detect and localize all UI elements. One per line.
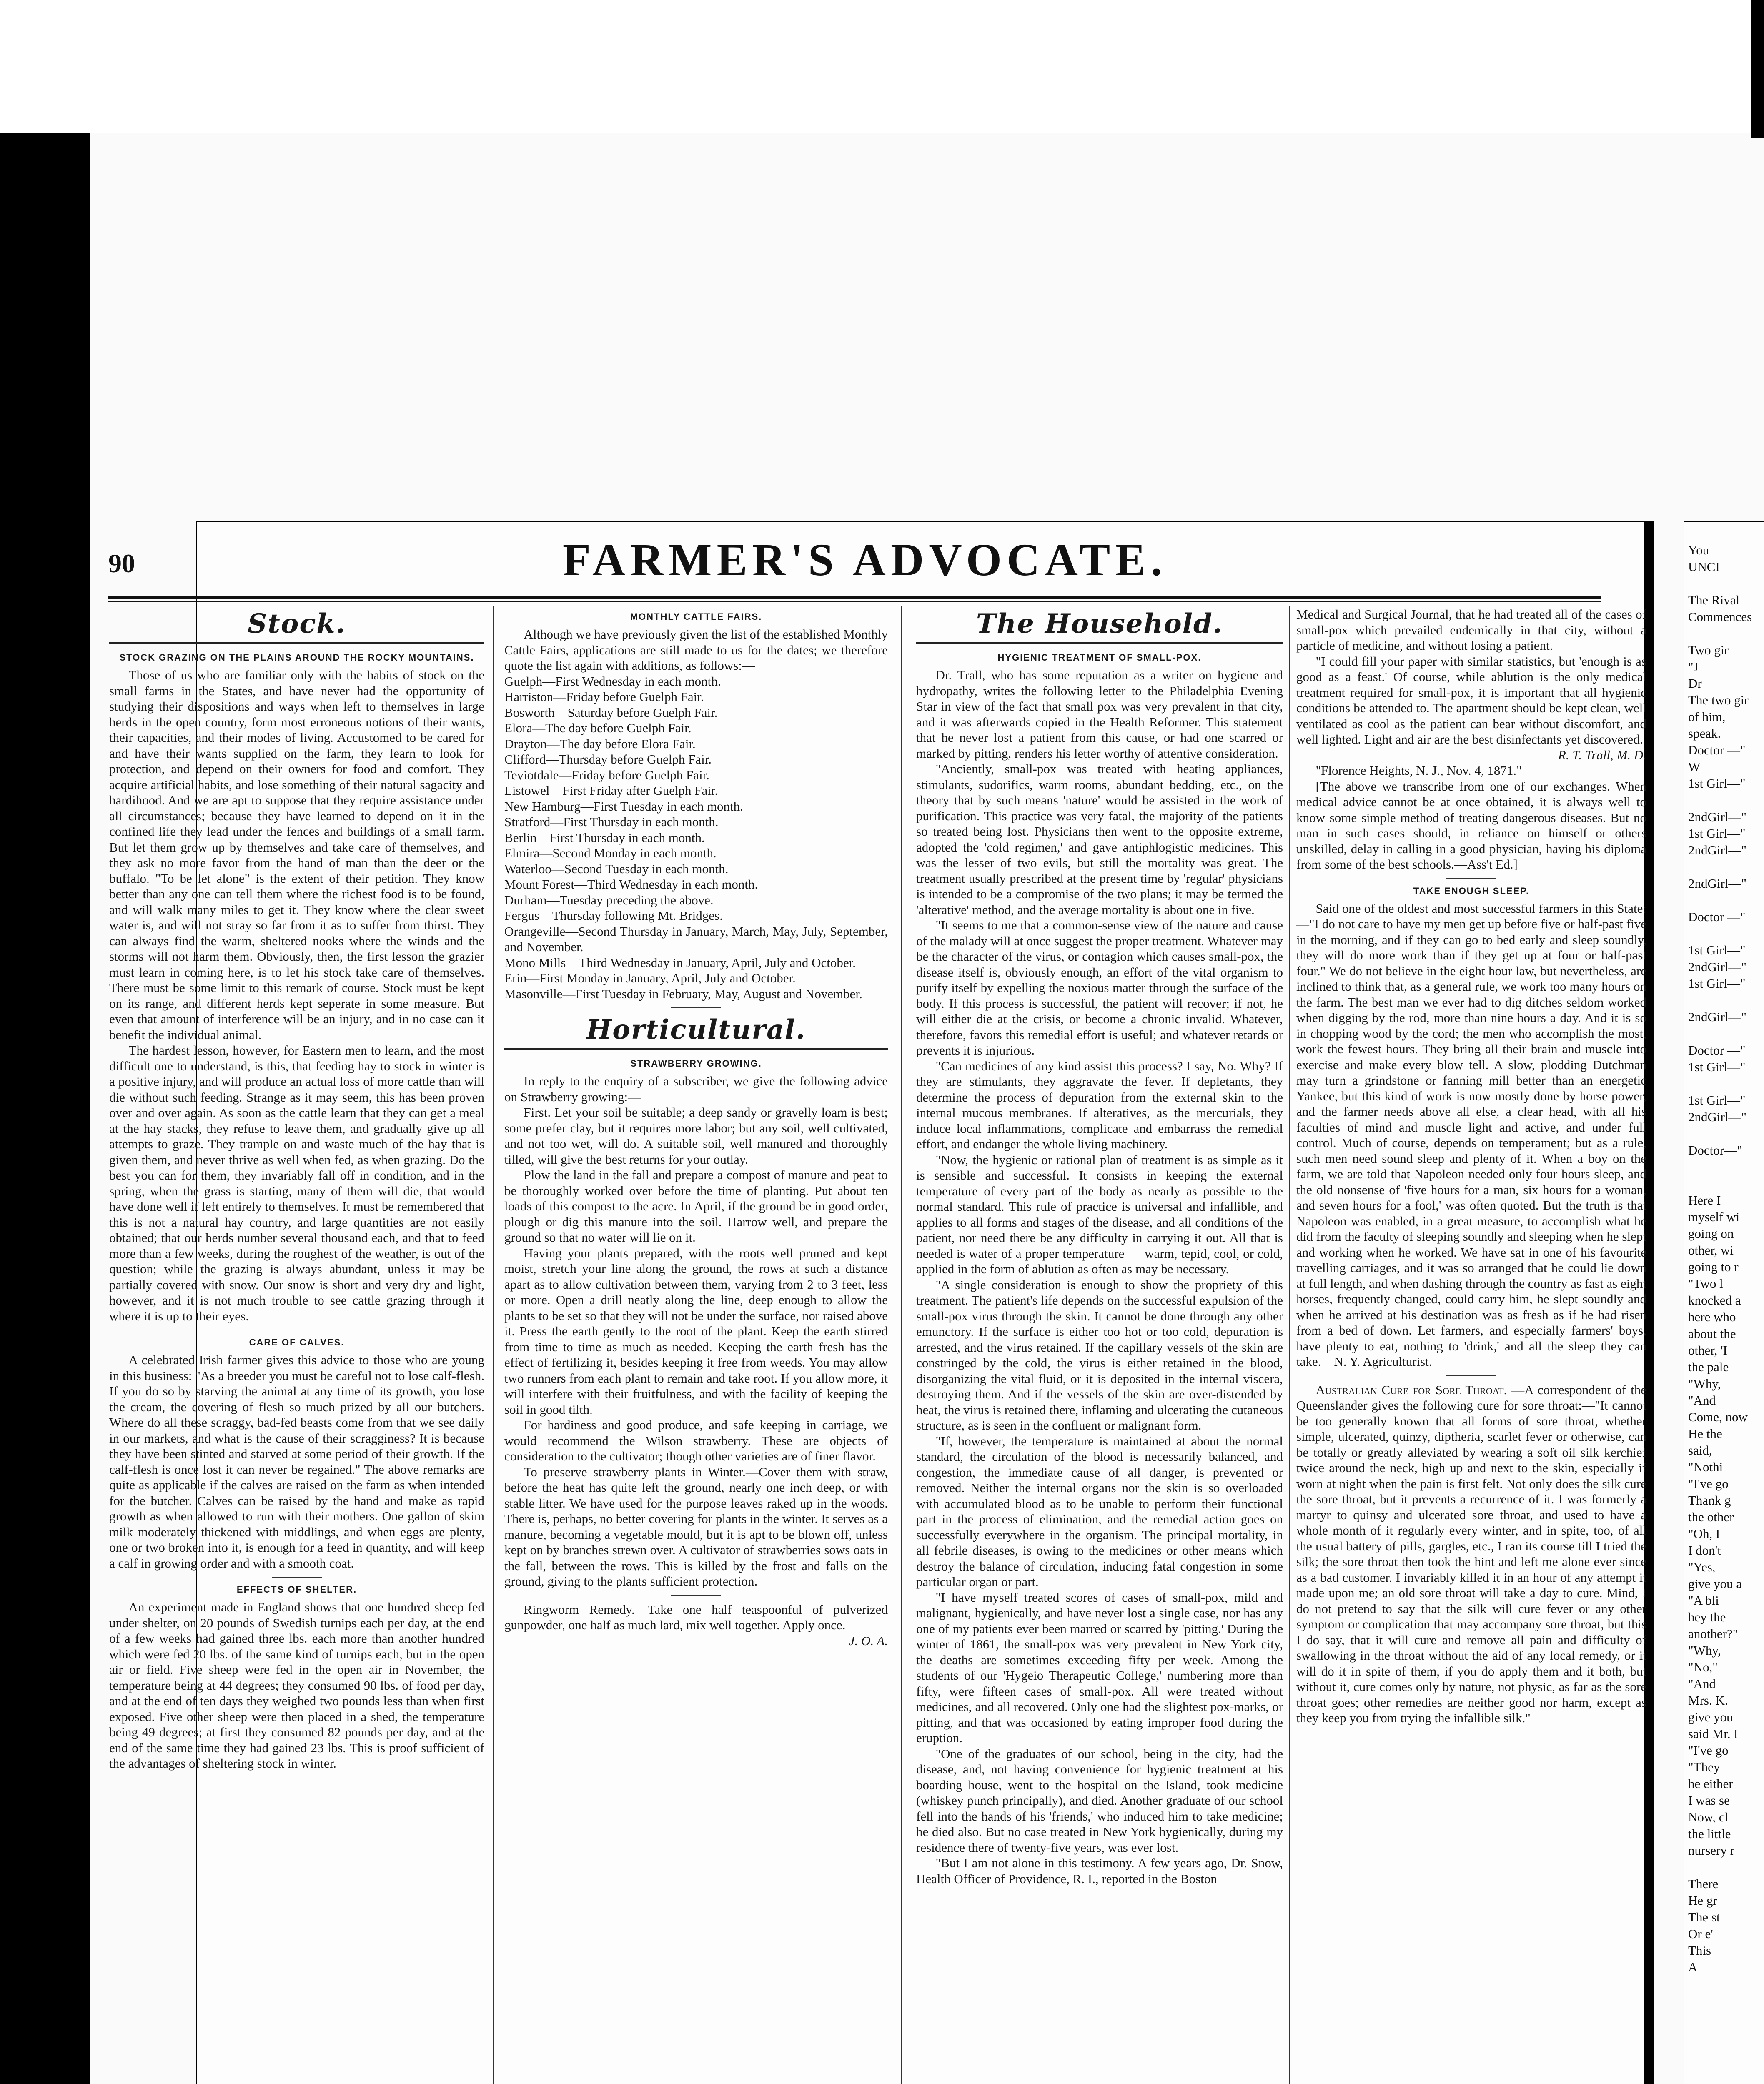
fair-entry: Waterloo—Second Tuesday in each month. [504, 861, 729, 876]
facing-page-fragment: he either [1688, 1776, 1733, 1791]
fair-entry: Orangeville—Second Thursday in January, March, May, July, September, and November. [504, 924, 888, 954]
article-paragraph: "Can medicines of any kind assist this process? I say, No. Why? If they are stimulants, they aggravate the fever. If depletants, they determine the process of depuration from the external skin to the internal mucous membranes. If alteratives, as the mercurials, they induce local inflammations, complicate and embarrass the remedial effort, and endanger the whole living machinery. [916, 1058, 1283, 1151]
facing-page-fragment: "A bli [1688, 1593, 1719, 1608]
article-body-inline: —A correspondent of the Queenslander gives the following cure for sore throat:—"It cannot be too generally known that all forms of sore throat, whether simple, ulcerated, quinzy, diptheria, scarlet fever or otherwise, can be totally or greatly alleviated by wearing a soft oil silk kerchief twice around the neck, high up and next to the skin, especially if worn at night when the pain is first felt. Not only does the silk cure the sore throat, but it prevents a recurrence of it. I was formerly a martyr to quinsy and ulcerated sore throat, and used to have a whole month of it regularly every winter, and in spite, too, of all the usual battery of pills, gargles, etc., I ran its course till I tried the silk; the sore throat then took the hint and left me alone ever since as a bad customer. I invariably killed it in an hour of any attempt it made upon me; an old sore throat will take a day to cure. Mind, I do not pretend to say that the silk will cure fever or any other symptom or complication that may accompany sore throat, but this I do say, that it will cure and remove all pain and difficulty of swallowing in the throat without the aid of any local remedy, or it will do it in spite of them, if you do apply them and it both, but without it, cure comes only by nature, not physic, as far as the sore throat goes; other remedies are neither good nor harm, except as they keep you from trying the infallible silk." [1296, 1382, 1646, 1725]
facing-page-fragment [1688, 925, 1764, 942]
section-title-stock: Stock. [247, 608, 346, 639]
article-title: EFFECTS OF SHELTER. [236, 1584, 357, 1595]
facing-page-fragment: the little [1688, 1826, 1731, 1841]
facing-page-fragment [1688, 1159, 1764, 1175]
facing-page-fragment: "Why, [1688, 1376, 1721, 1391]
facing-page-fragment: "No," [1688, 1660, 1718, 1674]
facing-page-fragment: Doctor —" [1688, 909, 1746, 924]
fair-entry: Harriston—Friday before Guelph Fair. [504, 689, 704, 704]
facing-page-fragment: hey the [1688, 1610, 1726, 1624]
facing-page-fragment: "And [1688, 1393, 1716, 1408]
facing-page-fragment: 2ndGirl—" [1688, 809, 1747, 824]
article-paragraph: "I could fill your paper with similar statistics, but 'enough is as good as a feast.' Of course, while ablution is the only medical treatment required for small-pox, it is important that all hygienic conditions be attended to. The apartment should be kept clean, well ventilated as cool as the patient can bear without discomfort, and well lighted. Light and air are the best disinfectants yet discovered. [1296, 654, 1646, 746]
facing-page-fragment: "And [1688, 1676, 1716, 1691]
facing-page-fragment: 1st Girl—" [1688, 826, 1746, 841]
facing-page-fragment: Now, cl [1688, 1810, 1729, 1824]
facing-page-fragment: Two gir [1688, 643, 1729, 657]
facing-page-fragment: The two gir [1688, 693, 1749, 707]
facing-page-fragment: knocked a [1688, 1293, 1741, 1308]
facing-page-fragment [1688, 1175, 1764, 1192]
fairs-list [504, 674, 888, 1002]
article-paragraph: The hardest lesson, however, for Eastern men to learn, and the most difficult one to understand, is this, that feeding hay to stock in winter is a positive injury, and will produce an actual loss of more cattle than will die without such feeding. Strange as it may seem, this has been proven over and over again. As soon as the cattle learn that they can get a meal at the hay stacks, they refuse to leave them, and gradually give up all attempts to graze. They trample on and waste much of the hay that is given them, and never thrive as well when fed, as when grazing. Do the best you can for them, they invariably fall off in condition, and in the spring, when the grass is starting, many of them will die, that would have done well if left entirely to themselves. It must be remembered that this is not a natural hay country, and large quantities are not easily obtained; that our herds number several thousand each, and that to feed more than a few weeks, during the roughest of the weather, is out of the question; while the grazing is always abundant, unless it may be partially covered with snow. Our snow is short and very dry and light, however, and it is not much trouble to see cattle grazing through it where it is up to their eyes. [109, 1043, 484, 1323]
column-continuation [1296, 606, 1646, 2084]
facing-page-fragment [1688, 1859, 1764, 1876]
facing-page-fragment: 2ndGirl—" [1688, 876, 1747, 891]
facing-page-fragment: 1st Girl—" [1688, 776, 1746, 791]
fair-entry: Masonville—First Tuesday in February, May, August and November. [504, 986, 862, 1001]
facing-page-fragment: give you [1688, 1710, 1733, 1724]
facing-page-fragment: going on [1688, 1226, 1734, 1241]
article-divider [1446, 1375, 1496, 1376]
article-paragraph [1296, 1382, 1646, 1726]
article-divider [671, 1595, 721, 1596]
facing-page-fragment: 2ndGirl—" [1688, 843, 1747, 857]
masthead-rule-thin [108, 601, 1601, 602]
article-signature: R. T. Trall, M. D. [1558, 747, 1646, 762]
facing-page-fragment [1688, 859, 1764, 875]
article-title: HYGIENIC TREATMENT OF SMALL-POX. [997, 652, 1202, 663]
article-paragraph: Dr. Trall, who has some reputation as a writer on hygiene and hydropathy, writes the following letter to the Philadelphia Evening Star in view of the fact that small pox was very prevalent in that city, and it was afterwards copied in the Health Reformer. This statement that he never lost a patient from this cause, or had one scarred or marked by pitting, renders his letter worthy of attentive consideration. [916, 668, 1283, 761]
facing-page-fragment: Doctor —" [1688, 743, 1746, 757]
facing-page-fragment: 1st Girl—" [1688, 943, 1746, 957]
article-paragraph: "If, however, the temperature is maintained at about the normal standard, the circulation of the blood is necessarily balanced, and congestion, the immediate cause of all danger, is prevented or removed. Neither the internal organs nor the skin is so overloaded with accumulated blood as to be unable to perform their functional part in the process of elimination, and the remedial action goes on successfully everywhere in the organism. The principal mortality, in all febrile diseases, is owing to the medicines or other means which destroy the balance of circulation, inducing fatal congestion in some particular organ or part. [916, 1433, 1283, 1589]
facing-page-text [1688, 542, 1764, 2084]
facing-page-fragment: Come, now [1688, 1410, 1748, 1424]
facing-page-fragment: 2ndGirl—" [1688, 959, 1747, 974]
article-paragraph: For hardiness and good produce, and safe keeping in carriage, we would recommend the Wilson strawberry. These are objects of consideration to the cultivator; though other varieties are of finer flavor. [504, 1418, 888, 1463]
facing-page-fragment: Doctor —" [1688, 1043, 1746, 1057]
column-stock [109, 606, 484, 2084]
fair-entry: Listowel—First Friday after Guelph Fair. [504, 783, 718, 798]
section-rule [916, 642, 1283, 644]
facing-page-fragment [1688, 792, 1764, 809]
facing-page-fragment: here who [1688, 1310, 1736, 1324]
facing-page-fragment: "J [1688, 659, 1699, 674]
facing-page-fragment: W [1688, 759, 1701, 774]
fairs-intro: Although we have previously given the list of the established Monthly Cattle Fairs, applications are still made to us for the dates; we therefore quote the list again with additions, as follows:— [504, 627, 888, 673]
facing-page-fragment: He gr [1688, 1893, 1717, 1908]
article-title: CARE OF CALVES. [249, 1337, 345, 1348]
facing-page-fragment: The st [1688, 1910, 1720, 1924]
fair-entry: New Hamburg—First Tuesday in each month. [504, 799, 743, 814]
article-paragraph: Having your plants prepared, with the roots well pruned and kept moist, stretch your line along the ground, the rows at such a distance apart as to allow cultivation between them, varying from 2 to 3 feet, less or more. Open a drill neatly along the line, deep enough to allow the plants to be set so that they will not be under the surface, nor raised above it. Press the earth gently to the root of the plant. Keep the earth stirred from time to time as much as needed. Keeping the earth fresh has the effect of fertilizing it, besides keeping it free from weeds. You may allow two runners from each plant to remain and take root. If you allow more, it will interfere with their fruitfulness, and with the facility of keeping the soil in good tilth. [504, 1245, 888, 1417]
facing-page-fragment: The Rival [1688, 593, 1740, 607]
facing-page-fragment: UNCI [1688, 559, 1720, 574]
fair-entry: Fergus—Thursday following Mt. Bridges. [504, 908, 723, 923]
article-title: STRAWBERRY GROWING. [630, 1058, 762, 1069]
facing-page-fragment: Mrs. K. [1688, 1693, 1728, 1708]
facing-page-fragment: another?" [1688, 1626, 1738, 1641]
article-paragraph: "One of the graduates of our school, being in the city, had the disease, and, not having convenience for hygienic treatment at his boarding house, went to the hospital on the Island, took medicine (whiskey punch principally), and died. Another graduate of our school fell into the hands of his 'friends,' who induced him to take medicine; he died also. But no case treated in New York hygienically, during my residence there of twenty-five years, was ever lost. [916, 1746, 1283, 1855]
scan-edge [85, 133, 90, 2084]
facing-page-fragment: give you a [1688, 1576, 1742, 1591]
article-paragraph: A celebrated Irish farmer gives this advice to those who are young in this business: "As a breeder you must be careful not to lose calf-flesh. If you do so by starving the animal at any time of its growth, you lose the cream, the covering of flesh so much prized by all our butchers. Where do all these scraggy, bad-fed beasts come from that we see daily in our markets, and what is the cause of their scragginess? It is because they have been stinted and starved at some period of their growth. If the calf-flesh is once lost it can never be regained." The above remarks are quite as applicable if the calves are raised on the farm as when intended for the butcher. Calves can be raised by the hand and make as rapid growth as when allowed to run with their mothers. One gallon of skim milk moderately thickened with middlings, and when eggs are plenty, one or two broken into it, is enough for a feed in quantity, and will keep a calf in growing order and with a smooth coat. [109, 1353, 484, 1571]
facing-page-fragment: Doctor—" [1688, 1143, 1742, 1157]
facing-page-fragment: A [1688, 1960, 1698, 1974]
article-paragraph: In reply to the enquiry of a subscriber, we give the following advice on Strawberry growing:— [504, 1074, 888, 1104]
facing-page-fragment: Or e' [1688, 1926, 1713, 1941]
facing-page-fragment: going to r [1688, 1260, 1739, 1274]
masthead: FARMER'S ADVOCATE. [562, 534, 1168, 585]
article-signature: J. O. A. [849, 1633, 888, 1648]
fair-entry: Bosworth—Saturday before Guelph Fair. [504, 705, 718, 720]
page-number: 90 [108, 549, 135, 578]
facing-page-fragment: "Why, [1688, 1643, 1721, 1658]
facing-page-fragment: Here I [1688, 1193, 1721, 1207]
facing-page-fragment: I don't [1688, 1543, 1721, 1558]
fair-entry: Drayton—The day before Elora Fair. [504, 736, 696, 751]
facing-page-fragment: nursery r [1688, 1843, 1735, 1858]
facing-page-fragment [1688, 1025, 1764, 1042]
facing-page-fragment: "Two l [1688, 1276, 1723, 1291]
facing-page-fragment: of him, [1688, 709, 1726, 724]
facing-page-fragment: "Yes, [1688, 1560, 1716, 1574]
fair-entry: Berlin—First Thursday in each month. [504, 830, 705, 845]
facing-page-fragment: He the [1688, 1426, 1722, 1441]
facing-page-fragment: 1st Girl—" [1688, 976, 1746, 991]
article-paragraph: "A single consideration is enough to show the propriety of this treatment. The patient's life depends on the successful expulsion of the small-pox virus through the skin. It cannot be done through any other emunctory. If the surface is either too hot or too cold, depuration is arrested, and the virus retained. If the capillary vessels of the skin are constringed by the cold, the virus is either retained in the blood, disorganizing the vital fluid, or it is deposited in the internal viscera, destroying them. And if the vessels of the skin are over-distended by heat, the virus is retained there, inflaming and ulcerating the cutaneous structure, as is seen in the confluent or malignant form. [916, 1277, 1283, 1433]
article-paragraph: "Anciently, small-pox was treated with heating appliances, stimulants, sudorifics, warm rooms, abundant bedding, etc., on the theory that by such means 'nature' would be assisted in the work of purification. This practice was very fatal, the majority of the patients so treated being lost. Physicians then went to the opposite extreme, adopted the 'cold regimen,' and gave antiphlogistic medicines. This was the lesser of two evils, but still the mortality was great. The treatment usually prescribed at the present time by 'regular' physicians is intended to be a compromise of the two plans; it may be termed the 'alterative' method, and the average mortality is about one in five. [916, 761, 1283, 917]
fair-entry: Elmira—Second Monday in each month. [504, 846, 717, 860]
article-title: STOCK GRAZING ON THE PLAINS AROUND THE ROCKY MOUNTAINS. [119, 652, 474, 663]
facing-page-fragment: 2ndGirl—" [1688, 1009, 1747, 1024]
column-rule [901, 606, 902, 2084]
article-title-inline: Australian Cure for Sore Throat. [1315, 1382, 1507, 1397]
scan-edge-stripe [1751, 0, 1764, 138]
article-divider [671, 1007, 721, 1008]
facing-page-fragment: This [1688, 1943, 1711, 1958]
facing-page-fragment: 1st Girl—" [1688, 1093, 1746, 1107]
column-household [916, 606, 1283, 2084]
article-paragraph: "It seems to me that a common-sense view of the nature and cause of the malady will at once suggest the proper treatment. Whatever may be the character of the virus, or contagion which causes small-pox, the disease itself is, obviously enough, an effort of the vital organism to purify itself by expelling the noxious matter through the surface of the body. If this process is successful, the patient will recover; if not, he will either die at the crisis, or become a chronic invalid. Whatever, therefore, favors this remedial effort is useful; and whatever retards or prevents it is injurious. [916, 918, 1283, 1057]
facing-page-fragment [1688, 625, 1764, 642]
facing-page-fragment: 2ndGirl—" [1688, 1110, 1747, 1124]
facing-page-fragment [1688, 992, 1764, 1009]
article-paragraph: Medical and Surgical Journal, that he had treated all of the cases of small-pox which prevailed endemically in that city, without a particle of medicine, and without losing a patient. [1296, 607, 1646, 653]
section-title-horticultural: Horticultural. [586, 1014, 806, 1045]
facing-page-fragment: Commences [1688, 609, 1752, 624]
fair-entry: Teviotdale—Friday before Guelph Fair. [504, 767, 709, 782]
facing-page-fragment: said, [1688, 1443, 1712, 1458]
facing-page-fragment: "Oh, I [1688, 1526, 1720, 1541]
facing-page-fragment: 1st Girl—" [1688, 1060, 1746, 1074]
facing-page-fragment: "They [1688, 1760, 1720, 1774]
facing-page-fragment: "I've go [1688, 1476, 1729, 1491]
scan-margin-top [0, 0, 1764, 133]
facing-page-fragment [1688, 575, 1764, 592]
facing-page-fragment: the other [1688, 1510, 1734, 1524]
facing-page-fragment: "Nothi [1688, 1460, 1723, 1474]
fair-entry: Mono Mills—Third Wednesday in January, April, July and October. [504, 955, 856, 970]
section-rule [109, 642, 484, 644]
facing-page-fragment: I was se [1688, 1793, 1730, 1808]
article-divider [272, 1577, 322, 1578]
facing-page-fragment [1688, 1125, 1764, 1142]
facing-page-fragment: Dr [1688, 676, 1702, 691]
article-paragraph: An experiment made in England shows that one hundred sheep fed under shelter, on 20 pounds of Swedish turnips each per day, at the end of a few weeks had gained three lbs. each more than another hundred which were fed 20 lbs. of the same kind of turnips each, but in the open air or field. Five sheep were fed in the open air in November, the temperature being at 44 degrees; they consumed 90 lbs. of food per day, and at the end of ten days they weighed two pounds less than when first exposed. Five other sheep were then placed in a shed, the temperature being 49 degrees; at first they consumed 82 pounds per day, and at the end of the same time they had gained 23 lbs. This is proof sufficient of the advantages of sheltering stock in winter. [109, 1600, 484, 1771]
article-divider [1446, 878, 1496, 879]
article-paragraph: Those of us who are familiar only with the habits of stock on the small farms in the States, and have never had the opportunity of studying their dispositions and ways when left to themselves in large herds in the open country, form most erroneous notions of their wants, their capacities, and their modes of living. Accustomed to be cared for and have their wants supplied on the farm, they learn to look for protection, and depend on their owners for food and comfort. They acquire artificial habits, and lose something of their natural sagacity and hardihood. And we are apt to suppose that they require assistance under all circumstances; because they have learned to depend on it in the confined life they lead under the fences and buildings of a small farm. But let them grow up by themselves and take care of themselves, and they ask no more favor from the hand of man than the deer or the buffalo. "To be let alone" is the extent of their petition. They know better than any one can tell them where the richest food is to be found, and will walk many miles to get it. They know where the clear sweet water is, and will not stray so far from it as to suffer from thirst. They can always find the warm, sheltered nooks where the winds and the storms will not harm them. Obviously, then, the first lesson the grazier must learn in coming here, is to let his stock take care of themselves. There must be some limit to this remark of course. Stock must be kept on its range, and different herds kept seperate in some measure. But even that amount of interference will be an injury, and in no case can it benefit the individual animal. [109, 668, 484, 1042]
facing-page-fragment: other, wi [1688, 1243, 1734, 1257]
article-paragraph: To preserve strawberry plants in Winter.—Cover them with straw, before the heat has quite left the ground, nearly one inch deep, or with stable litter. We have used for the purpose leaves raked up in the woods. There is, perhaps, no better covering for plants in the winter. It serves as a manure, becoming a vegetable mould, but it is apt to be blown off, unless kept on by branches strewn over. A cultivator of strawberries sows oats in the fall, between the rows. This is killed by the frost and falls on the ground, giving to the plants sufficient protection. [504, 1464, 888, 1588]
facing-page-fragment: speak. [1688, 726, 1721, 741]
article-paragraph: Said one of the oldest and most successful farmers in this State:—"I do not care to have my men get up before five or half-past five in the morning, and if they can go to bed early and sleep soundly, they will do more work than if they get up at four or half-past four." We do not believe in the eight hour law, but nevertheless, are inclined to think that, as a general rule, we work too many hours on the farm. The best man we ever had to dig ditches seldom worked when digging by the rod, more than nine hours a day. And it is so in chopping wood by the cord; the men who accomplish the most, work the fewest hours. They bring all their brain and muscle into exercise and make every blow tell. A slow, plodding Dutchman may turn a grindstone or fanning mill better than an energetic Yankee, but this kind of work is now mostly done by horse power, and the farmer needs above all else, a clear head, with all his faculties of mind and muscle light and active, and under full control. Much of course, depends on temperament; but as a rule, such men need sound sleep and plenty of it. When a boy on the farm, we are told that Napoleon needed only four hours sleep, and the old nonsense of 'five hours for a man, six hours for a woman, and seven hours for a fool,' was often quoted. But the truth is that Napoleon was enabled, in a great measure, to accomplish what he did from the faculty of sleeping soundly and sleeping when he slept and working when he worked. We have sat in one of his favourite travelling carriages, and it was so arranged that he could lie down at full length, and when dashing through the country as fast as eight horses, frequently changed, could carry him, he slept soundly and when he arrived at his destination was as fresh as if he had risen from a bed of down. Let farmers, and especially farmers' boys, have plenty to eat, nothing to 'drink,' and all the sleep they can take.—N. Y. Agriculturist. [1296, 901, 1646, 1369]
masthead-rule [108, 596, 1601, 599]
facing-page-fragment: You [1688, 543, 1709, 557]
column-rule [493, 606, 494, 2084]
facing-page-fragment: There [1688, 1876, 1719, 1891]
section-rule [504, 1048, 888, 1050]
fair-entry: Guelph—First Wednesday in each month. [504, 674, 721, 689]
article-paragraph: "But I am not alone in this testimony. A few years ago, Dr. Snow, Health Officer of Providence, R. I., reported in the Boston [916, 1856, 1283, 1886]
column-fairs-horticultural [504, 606, 888, 2084]
fair-entry: Durham—Tuesday preceding the above. [504, 892, 714, 907]
fair-entry: Clifford—Thursday before Guelph Fair. [504, 752, 712, 766]
editor-note: [The above we transcribe from one of our exchanges. When medical advice cannot be at once obtained, it is always well to know some simple method of treating dangerous diseases. But no man in such cases should, in reliance on himself or others unskilled, delay in calling in a good physician, having his diploma from some of the best schools.—Ass't Ed.] [1296, 779, 1646, 872]
column-rule [1289, 606, 1290, 2084]
signature-place: "Florence Heights, N. J., Nov. 4, 1871." [1315, 763, 1522, 778]
fair-entry: Mount Forest—Third Wednesday in each month. [504, 877, 758, 892]
facing-page-fragment: myself wi [1688, 1210, 1740, 1224]
facing-page-fragment: "I've go [1688, 1743, 1729, 1758]
article-paragraph: First. Let your soil be suitable; a deep sandy or gravelly loam is best; some prefer clay, but it requires more labor; but any soil, well cultivated, and not too wet, will do. A suitable soil, well manured and thoroughly tilled, will give the best returns for your outlay. [504, 1105, 888, 1167]
facing-page-fragment: the pale [1688, 1360, 1729, 1374]
facing-page-fragment: about the [1688, 1326, 1736, 1341]
article-title: MONTHLY CATTLE FAIRS. [630, 611, 762, 622]
facing-page-fragment: Thank g [1688, 1493, 1731, 1508]
facing-page-fragment [1688, 1075, 1764, 1092]
article-paragraph: Plow the land in the fall and prepare a compost of manure and peat to be thoroughly worked over before the time of planting. Put about ten loads of this compost to the acre. In April, if the ground be in good order, plough or dig this manure into the soil. Harrow well, and prepare the ground so that no water will lie on it. [504, 1167, 888, 1245]
facing-page-fragment: other, 'I [1688, 1343, 1727, 1358]
article-paragraph: "Now, the hygienic or rational plan of treatment is as simple as it is sensible and successful. It consists in keeping the external temperature of every part of the body as nearly as possible to the normal standard. This rule of practice is universal and infallible, and applies to all forms and stages of the disease, and all conditions of the patient, nor need there be any difficulty in carrying it out. All that is needed is water of a proper temperature — warm, tepid, cool, or cold, applied in the form of ablution as often as may be necessary. [916, 1152, 1283, 1276]
facing-page-fragment: said Mr. I [1688, 1726, 1738, 1741]
fair-entry: Erin—First Monday in January, April, July and October. [504, 971, 796, 985]
fair-entry: Stratford—First Thursday in each month. [504, 814, 719, 829]
fair-entry: Elora—The day before Guelph Fair. [504, 721, 692, 735]
section-title-household: The Household. [976, 608, 1223, 639]
facing-page-fragment [1688, 892, 1764, 909]
article-paragraph: Ringworm Remedy.—Take one half teaspoonful of pulverized gunpowder, one half as much lard, mix well together. Apply once. [504, 1602, 888, 1632]
article-title: TAKE ENOUGH SLEEP. [1413, 885, 1530, 896]
article-paragraph: "I have myself treated scores of cases of small-pox, mild and malignant, hygienically, and have never lost a single case, nor has any one of my patients ever been marred or scarred by 'pitting.' During the winter of 1861, the small-pox was very prevalent in New York city, the deaths are sometimes exceeding fifty per week. Among the students of our 'Hygeio Therapeutic College,' numbering more than fifty, were fifteen cases of small-pox. All were treated without medicines, and all recovered. Only one had the slightest pox-marks, or pitting, and that was occasioned by eating improper food during the eruption. [916, 1590, 1283, 1745]
